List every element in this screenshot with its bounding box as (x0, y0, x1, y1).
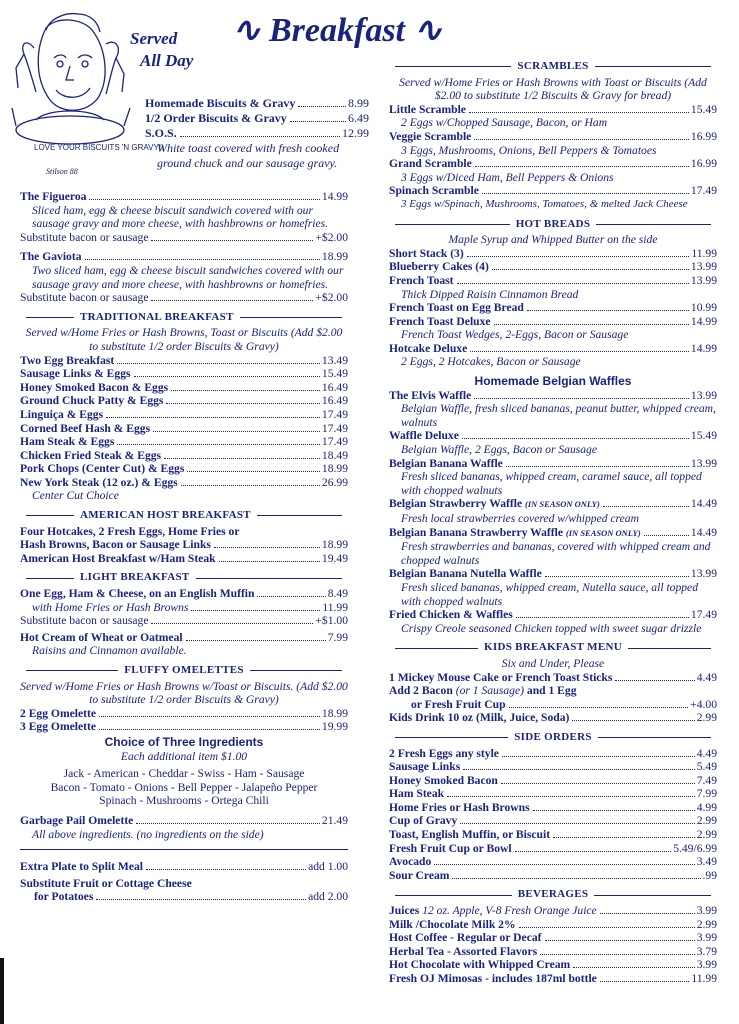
item-desc: French Toast Wedges, 2-Eggs, Bacon or Sausage (401, 328, 629, 342)
leader (603, 506, 689, 507)
item-name: Ground Chuck Patty & Eggs (20, 394, 164, 408)
menu-item (20, 394, 348, 408)
leader (146, 869, 306, 870)
leader (214, 547, 320, 548)
item-name: Grand Scramble (389, 157, 472, 171)
leader (572, 720, 694, 721)
leader (519, 927, 695, 928)
section-title: HOT BREADS (515, 217, 591, 230)
item-name: The Gaviota (20, 250, 82, 264)
item-price: 18.49 (321, 448, 348, 462)
section-title: SCRAMBLES (517, 60, 589, 72)
leader (474, 398, 689, 399)
section-note: Served w/Home Fries or Hash Browns with Toast or Biscuits (Add $2.00 to substitute 1/2 Biscuits & Gravy for bread) (399, 75, 707, 103)
leader (166, 403, 319, 404)
omelettes-heading (20, 664, 348, 678)
item-name: Two Egg Breakfast (20, 353, 115, 367)
item-price: 3.99 (696, 931, 717, 945)
menu-item (145, 126, 369, 141)
item-name: Waffle Deluxe (389, 429, 459, 443)
item-name: 3 Egg Omelette (20, 720, 96, 734)
hot-breads-heading (389, 218, 717, 232)
side-orders-list (389, 747, 717, 883)
leader (89, 199, 319, 200)
leader (447, 796, 695, 797)
item-name: French Toast Deluxe (389, 314, 491, 328)
item-price: 6.49 (348, 111, 369, 125)
item-price: .99 (702, 868, 717, 882)
scan-edge-bar (0, 958, 4, 1024)
item-price: 10.99 (690, 301, 717, 315)
side-orders-heading (389, 731, 717, 745)
item-name: The Elvis Waffle (389, 388, 472, 402)
leader (494, 324, 689, 325)
item-price: 18.99 (321, 706, 348, 720)
section-title: AMERICAN HOST BREAKFAST (80, 509, 251, 522)
served-text: Served (130, 29, 178, 48)
item-price: 16.49 (321, 380, 348, 394)
leader (134, 376, 320, 377)
served-all-day (130, 28, 193, 72)
menu-item (20, 422, 348, 436)
leader (545, 940, 695, 941)
item-name: Home Fries or Hash Browns (389, 800, 530, 814)
item-desc: 3 Eggs w/Diced Ham, Bell Peppers & Onions (401, 170, 614, 184)
item-price: 17.49 (321, 407, 348, 421)
item-name: for Potatoes (34, 890, 94, 904)
section-title: FLUFFY OMELETTES (124, 664, 244, 676)
leader (117, 444, 320, 445)
item-desc: Crispy Creole seasoned Chicken topped with sweet sugar drizzle (401, 621, 702, 635)
leader (462, 438, 689, 439)
item-price: 16.99 (690, 129, 717, 143)
scrambles-list (389, 103, 717, 212)
top-items (145, 96, 369, 171)
leader (452, 878, 700, 879)
item-price: 2.99 (696, 828, 717, 842)
item-price: 17.49 (690, 184, 717, 198)
leader (290, 121, 346, 122)
gaviota (20, 250, 348, 304)
leader (99, 716, 320, 717)
item-price: 14.49 (690, 497, 717, 511)
item-desc: 2 Eggs, 2 Hotcakes, Bacon or Sausage (401, 355, 581, 369)
section-note: Maple Syrup and Whipped Butter on the side (448, 233, 658, 247)
leader (180, 136, 340, 137)
leader (533, 810, 695, 811)
item-desc: Fresh local strawberries covered w/whipped cream (401, 512, 639, 525)
item-name: Add 2 Bacon (389, 684, 453, 698)
item-price: 11.99 (691, 972, 717, 985)
leader (600, 913, 695, 914)
beverages-list (389, 904, 717, 986)
leader (501, 783, 695, 784)
item-name: Toast, English Muffin, or Biscuit (389, 828, 551, 842)
item-desc: Fresh sliced bananas, whipped cream, caramel sauce, all topped with chopped walnuts (401, 470, 702, 497)
item-desc: Center Cut Choice (32, 489, 119, 503)
item-price: 11.99 (691, 246, 717, 260)
leader (99, 729, 320, 730)
leader (106, 417, 320, 418)
omelettes-list (20, 707, 348, 841)
choice-note: Each additional item $1.00 (120, 749, 248, 763)
item-name: Extra Plate to Split Meal (20, 860, 143, 874)
item-name: Belgian Banana Nutella Waffle (389, 567, 542, 581)
item-price: 7.99 (696, 787, 717, 801)
item-price: 3.79 (696, 944, 717, 958)
item-name: Little Scramble (389, 102, 466, 116)
item-name: Avocado (389, 855, 432, 869)
item-name: Blueberry Cakes (4) (389, 260, 489, 274)
item-price: 26.99 (321, 475, 348, 489)
waffles-heading: Homemade Belgian Waffles (474, 374, 632, 389)
section-title: BEVERAGES (517, 888, 589, 901)
item-price: 7.99 (327, 630, 348, 644)
leader (516, 617, 689, 618)
traditional-list (20, 354, 348, 504)
item-name: The Figueroa (20, 190, 87, 203)
american-list (20, 525, 348, 566)
hot-breads-list (389, 247, 717, 369)
item-name: Honey Smoked Bacon & Eggs (20, 380, 169, 394)
leader (615, 680, 694, 681)
left-column (20, 190, 348, 904)
item-price: 8.99 (348, 96, 369, 110)
item-price: +4.00 (690, 697, 717, 711)
item-desc: 3 Eggs, Mushrooms, Onions, Bell Peppers & Tomatoes (401, 143, 657, 157)
item-name: Kids Drink 10 oz (Milk, Juice, Soda) (389, 711, 570, 725)
item-name: 1/2 Order Biscuits & Gravy (145, 111, 287, 125)
item-name: Substitute Fruit or Cottage Cheese (20, 876, 192, 890)
item-price: 13.99 (690, 567, 717, 581)
item-name: 2 Fresh Eggs any style (389, 746, 499, 760)
item-price: 3.99 (696, 904, 717, 918)
item-name: Spinach Scramble (389, 184, 479, 198)
item-name: Garbage Pail Omelette (20, 813, 134, 827)
item-name: Pork Chops (Center Cut) & Eggs (20, 462, 185, 476)
item-desc: Thick Dipped Raisin Cinnamon Bread (401, 287, 579, 301)
item-price: 3.49 (696, 855, 717, 869)
item-name: Short Stack (3) (389, 246, 464, 260)
american-heading (20, 509, 348, 523)
item-name: Milk /Chocolate Milk 2% (389, 917, 516, 931)
item-name: 2 Egg Omelette (20, 706, 96, 720)
leader (475, 166, 689, 167)
leader (502, 756, 695, 757)
section-title: TRADITIONAL BREAKFAST (80, 310, 234, 323)
leader (257, 596, 325, 597)
scrambles-heading (389, 60, 717, 74)
section-title: SIDE ORDERS (514, 730, 592, 743)
divider (20, 849, 348, 850)
item-price: 16.99 (690, 157, 717, 171)
item-price: 17.49 (321, 435, 348, 449)
item-price: 14.99 (690, 314, 717, 328)
item-name: Hash Browns, Bacon or Sausage Links (20, 538, 211, 552)
all-day-text: All Day (140, 51, 194, 70)
leader (136, 823, 320, 824)
item-name: Ham Steak (389, 787, 445, 801)
item-desc: Raisins and Cinnamon available. (32, 644, 187, 658)
ingredients-line: Jack - American - Cheddar - Swiss - Ham - Sausage (63, 767, 305, 781)
item-name: Fresh OJ Mimosas - includes 187ml bottle (389, 972, 597, 985)
leader (151, 300, 313, 301)
leader (463, 769, 694, 770)
item-price: 15.49 (690, 102, 717, 116)
leader (187, 471, 320, 472)
item-option: (or 1 Sausage) (455, 684, 524, 698)
cartoon-signature: Stilson 88 (46, 167, 78, 176)
menu-item (20, 354, 348, 368)
item-price: 12.99 (342, 126, 369, 140)
section-note: Six and Under, Please (501, 656, 605, 670)
item-name: Four Hotcakes, 2 Fresh Eggs, Home Fries or (20, 524, 240, 538)
item-price: 2.99 (696, 814, 717, 828)
item-name: Chicken Fried Steak & Eggs (20, 448, 162, 462)
kids-heading (389, 641, 717, 655)
menu-item (20, 435, 348, 449)
item-name: Hot Cream of Wheat or Oatmeal (20, 630, 183, 644)
item-price: 18.99 (321, 462, 348, 476)
ingredients-line: Spinach - Mushrooms - Ortega Chili (99, 794, 269, 808)
item-price: add 1.00 (308, 860, 348, 874)
item-price: 19.49 (321, 551, 348, 565)
item-desc: White toast covered with fresh cooked ground chuck and our sausage gravy. (157, 141, 340, 170)
item-name: French Toast on Egg Bread (389, 301, 524, 315)
item-name: 1 Mickey Mouse Cake or French Toast Sticks (389, 670, 613, 684)
item-desc: All above ingredients. (no ingredients on the side) (32, 827, 264, 841)
beverages-heading (389, 888, 717, 902)
item-desc: Belgian Waffle, fresh sliced bananas, peanut butter, whipped cream, walnuts (401, 402, 716, 429)
item-price: 16.49 (321, 394, 348, 408)
item-price: 8.49 (327, 587, 348, 601)
leader (553, 837, 695, 838)
item-price: 14.49 (690, 525, 717, 539)
season-tag: (IN SEASON ONLY) (525, 499, 600, 510)
leader (153, 431, 320, 432)
sub-price: +$2.00 (315, 291, 348, 305)
sub-name: Substitute bacon or sausage (20, 291, 149, 305)
leader (644, 535, 689, 536)
choice-heading: Choice of Three Ingredients (104, 734, 264, 749)
light-heading (20, 571, 348, 585)
item-name: Veggie Scramble (389, 129, 472, 143)
leader (171, 390, 320, 391)
leader (85, 259, 320, 260)
item-name: One Egg, Ham & Cheese, on an English Muffin (20, 587, 255, 601)
leader (470, 351, 689, 352)
item-name: Herbal Tea - Assorted Flavors (389, 944, 538, 958)
leader (506, 466, 689, 467)
item-price: 15.49 (321, 367, 348, 381)
item-price: 18.99 (321, 250, 348, 264)
item-name: New York Steak (12 oz.) & Eggs (20, 475, 178, 489)
item-price: 18.99 (321, 538, 348, 552)
ingredients-line: Bacon - Tomato - Onions - Bell Pepper - Jalapeño Pepper (50, 780, 318, 794)
section-title: LIGHT BREAKFAST (80, 571, 190, 584)
menu-item (20, 449, 348, 463)
item-desc: Two sliced ham, egg & cheese biscuit sandwiches covered with our sausage gravy and more cheese, with hashbrowns or homefries. (32, 263, 344, 291)
item-price: 5.49 (696, 760, 717, 774)
menu-item (20, 462, 348, 476)
leader (181, 485, 320, 486)
section-title: KIDS BREAKFAST MENU (484, 641, 622, 654)
item-name: French Toast (389, 273, 454, 287)
leader (96, 899, 306, 900)
flourish-left-icon: ∿ (232, 12, 261, 49)
item-price: 14.99 (321, 190, 348, 203)
figueroa (20, 190, 348, 244)
item-price: 2.99 (696, 917, 717, 931)
item-desc: Fresh strawberries and bananas, covered with whipped cream and chopped walnuts (401, 540, 711, 567)
leader (509, 707, 689, 708)
item-name: Substitute bacon or sausage (20, 614, 149, 628)
item-name: American Host Breakfast w/Ham Steak (20, 551, 216, 565)
item-name: Fresh Fruit Cup or Bowl (389, 841, 512, 855)
item-price: 15.49 (690, 429, 717, 443)
leader (219, 561, 320, 562)
leader (540, 954, 695, 955)
leader (186, 640, 326, 641)
waffles-list (389, 389, 717, 636)
item-price: +$1.00 (315, 614, 348, 628)
leader (527, 310, 689, 311)
menu-item (20, 381, 348, 395)
leader (457, 283, 689, 284)
page-title (232, 10, 442, 50)
item-price: 19.99 (321, 720, 348, 734)
item-name: Hot Chocolate with Whipped Cream (389, 958, 571, 972)
leader (117, 363, 320, 364)
item-desc: Fresh sliced bananas, whipped cream, Nutella sauce, all topped with chopped walnuts (401, 580, 698, 608)
item-price: 13.99 (690, 456, 717, 470)
item-name: and 1 Egg (526, 684, 577, 698)
item-name: Sour Cream (389, 868, 450, 882)
leader (151, 240, 313, 241)
item-price: 17.49 (321, 421, 348, 435)
item-name: Fried Chicken & Waffles (389, 608, 513, 622)
leader (600, 981, 690, 982)
leader (545, 576, 689, 577)
item-name: Honey Smoked Bacon (389, 773, 498, 787)
item-desc: 2 Eggs w/Chopped Sausage, Bacon, or Ham (401, 116, 608, 130)
menu-item (145, 96, 369, 111)
traditional-heading (20, 311, 348, 325)
item-price: 11.99 (322, 600, 348, 614)
leader (573, 967, 694, 968)
menu-item (145, 111, 369, 126)
item-price: 4.49 (696, 746, 717, 760)
item-price: 13.99 (690, 260, 717, 274)
leader (434, 864, 694, 865)
item-name: Cup of Gravy (389, 814, 458, 828)
item-name: Sausage Links (389, 760, 461, 774)
item-price: add 2.00 (308, 890, 348, 904)
item-price: 21.49 (321, 813, 348, 827)
item-price: 13.49 (321, 353, 348, 367)
flourish-right-icon: ∿ (413, 12, 442, 49)
item-desc: 3 Eggs w/Spinach, Mushrooms, Tomatoes, & melted Jack Cheese (401, 197, 688, 210)
leader (515, 851, 672, 852)
menu-item (20, 476, 348, 490)
leader (298, 106, 346, 107)
item-name: Juices (389, 904, 420, 918)
item-name: Sausage Links & Eggs (20, 367, 131, 381)
item-price: 4.99 (696, 800, 717, 814)
item-price: 13.99 (690, 273, 717, 287)
sub-name: Substitute bacon or sausage (20, 230, 149, 244)
item-name: with Home Fries or Hash Browns (32, 600, 189, 614)
item-name: Ham Steak & Eggs (20, 435, 115, 449)
season-tag: (IN SEASON ONLY) (565, 527, 641, 538)
leader (460, 823, 694, 824)
leader (191, 610, 320, 611)
item-price: 7.49 (696, 773, 717, 787)
section-note: Served w/Home Fries or Hash Browns w/Toast or Biscuits. (Add $2.00 to substitute 1/2 order Biscuits & Gravy) (20, 679, 348, 707)
item-name: Homemade Biscuits & Gravy (145, 96, 296, 110)
item-price: 17.49 (690, 608, 717, 622)
item-price: 5.49/6.99 (673, 841, 717, 855)
leader (151, 623, 313, 624)
item-name: Linguiça & Eggs (20, 407, 104, 421)
leader (469, 112, 689, 113)
item-name: or Fresh Fruit Cup (411, 697, 506, 711)
sub-price: +$2.00 (315, 230, 348, 244)
item-desc: Sliced ham, egg & cheese biscuit sandwich covered with our sausage gravy and more cheese, with hashbrowns or homefries. (32, 203, 329, 231)
menu-item (20, 860, 348, 874)
leader (467, 256, 690, 257)
title-text: Breakfast (269, 12, 405, 49)
item-name: Belgian Strawberry Waffle (389, 497, 523, 511)
item-name: Hotcake Deluxe (389, 341, 468, 355)
item-price: 4.49 (696, 670, 717, 684)
item-name: Belgian Banana Strawberry Waffle (389, 525, 564, 539)
item-desc: Belgian Waffle, 2 Eggs, Bacon or Sausage (401, 443, 598, 457)
item-desc: 12 oz. Apple, V-8 Fresh Orange Juice (422, 904, 597, 918)
menu-item (20, 408, 348, 422)
item-name: S.O.S. (145, 126, 177, 140)
leader (164, 458, 320, 459)
section-note: Served w/Home Fries or Hash Browns, Toast or Biscuits (Add $2.00 to substitute 1/2 order Biscuits & Gravy) (25, 326, 343, 353)
light-list (20, 587, 348, 658)
right-column (389, 58, 717, 992)
item-price: 14.99 (690, 341, 717, 355)
item-name: Belgian Banana Waffle (389, 456, 503, 470)
leader (492, 269, 689, 270)
leader (482, 193, 689, 194)
item-price: 3.99 (696, 958, 717, 972)
item-price: 13.99 (690, 388, 717, 402)
item-name: Corned Beef Hash & Eggs (20, 421, 151, 435)
leader (474, 139, 689, 140)
item-name: Host Coffee - Regular or Decaf (389, 931, 542, 945)
item-price: 2.99 (696, 711, 717, 725)
menu-item (20, 367, 348, 381)
kids-list (389, 671, 717, 725)
cartoon-caption: LOVE YOUR BISCUITS 'N GRAVY!! (34, 143, 164, 152)
